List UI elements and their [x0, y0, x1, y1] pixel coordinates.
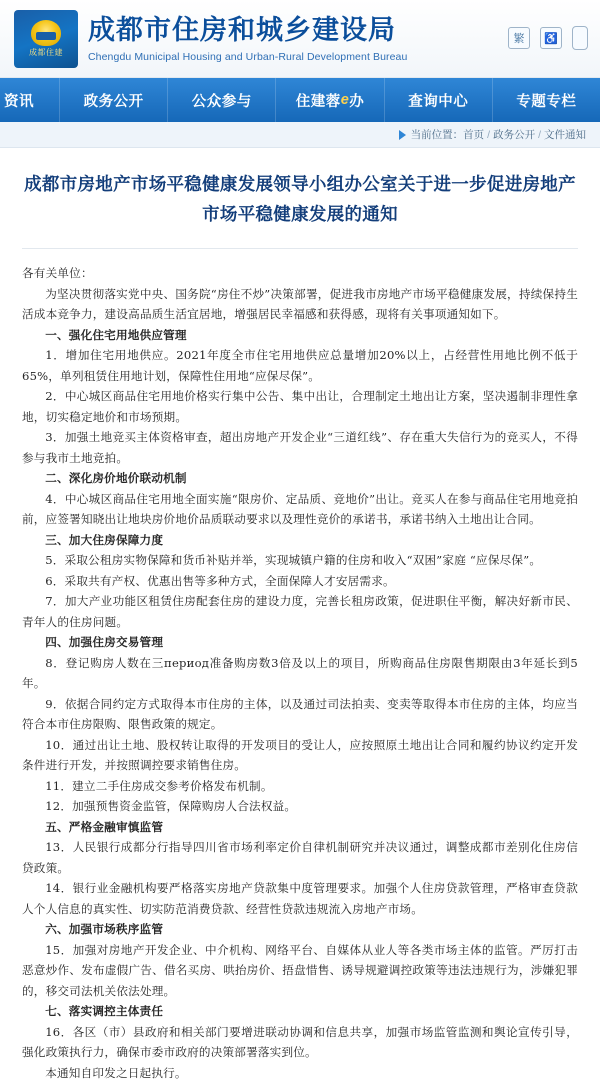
document-paragraph: 2．中心城区商品住宅用地价格实行集中公告、集中出让，合理制定土地出让方案，坚决遏制非理性拿地，切实稳定地价和市场预期。 — [22, 386, 578, 427]
document-paragraph: 15．加强对房地产开发企业、中介机构、网络平台、自媒体从业人等各类市场主体的监管。严厉打击恶意炒作、发布虚假广告、借名买房、哄抬房价、捂盘惜售、诱导规避调控政策等违法违规行为，涉嫌犯罪的，移交司法机关依法处理。 — [22, 940, 578, 1002]
breadcrumb-arrow-icon — [399, 130, 406, 140]
document-paragraph: 9．依据合同约定方式取得本市住房的主体，以及通过司法拍卖、变卖等取得本市住房的主体，均应当符合本市住房限购、限售政策的规定。 — [22, 694, 578, 735]
breadcrumb-item-documents[interactable]: 文件通知 — [544, 127, 586, 142]
breadcrumb-item-government-affairs[interactable]: 政务公开 — [493, 127, 535, 142]
breadcrumb-separator-2: / — [538, 129, 541, 141]
government-emblem-icon — [31, 20, 61, 46]
document-paragraph: 7．加大产业功能区租赁住房配套住房的建设力度，完善长租房政策，促进职住平衡，解决好新市民、青年人的住房问题。 — [22, 591, 578, 632]
site-logo[interactable] — [14, 10, 78, 68]
document-paragraph: 11．建立二手住房成交参考价格发布机制。 — [22, 776, 578, 797]
document-paragraph: 14．银行业金融机构要严格落实房地产贷款集中度管理要求。加强个人住房贷款管理，严格审查贷款人个人信息的真实性、切实防范消费贷款、经营性贷款违规流入房地产市场。 — [22, 878, 578, 919]
page-title: 成都市房地产市场平稳健康发展领导小组办公室关于进一步促进房地产市场平稳健康发展的通知 — [22, 170, 578, 230]
nav-item-online-service-tail: 办 — [349, 90, 364, 111]
document-paragraph: 六、加强市场秩序监管 — [22, 919, 578, 940]
document-paragraph: 4．中心城区商品住宅用地全面实施“限房价、定品质、竞地价”出让。竞买人在参与商品住宅用地竞拍前，应签署知晓出让地块房价地价品质联动要求以及理性竞价的承诺书，承诺书纳入土地出让合同。 — [22, 489, 578, 530]
traditional-chinese-toggle[interactable]: 繁 — [508, 27, 530, 49]
site-title-en: Chengdu Municipal Housing and Urban-Rural Development Bureau — [88, 51, 407, 63]
document-paragraph: 五、严格金融审慎监管 — [22, 817, 578, 838]
document-paragraph: 8．登记购房人数在三период准备购房数3倍及以上的项目，所购商品住房限售期限由3年延长到5年。 — [22, 653, 578, 694]
document-paragraph: 3．加强土地竞买主体资格审查，超出房地产开发企业“三道红线”、存在重大失信行为的竞买人，不得参与我市土地竞拍。 — [22, 427, 578, 468]
document-paragraph: 各有关单位： — [22, 263, 578, 284]
breadcrumb-prefix: 当前位置： — [411, 127, 464, 142]
nav-item-news[interactable]: 资讯 — [0, 78, 60, 122]
header-tools — [508, 26, 588, 50]
nav-item-special-columns[interactable]: 专题专栏 — [493, 78, 600, 122]
document-paragraph: 5．采取公租房实物保障和货币补贴并举，实现城镇户籍的住房和收入“双困”家庭 “应保尽保”。 — [22, 550, 578, 571]
document-paragraph: 16．各区（市）县政府和相关部门要增进联动协调和信息共享，加强市场监管监测和舆论宣传引导，强化政策执行力，确保市委市政府的决策部署落实到位。 — [22, 1022, 578, 1063]
document-paragraph: 二、深化房价地价联动机制 — [22, 468, 578, 489]
breadcrumb — [0, 122, 600, 148]
document-paragraph: 为坚决贯彻落实党中央、国务院“房住不炒”决策部署，促进我市房地产市场平稳健康发展，持续保持生活成本竞争力，建设高品质生活宜居地，增强居民幸福感和获得感，现将有关事项通知如下。 — [22, 284, 578, 325]
breadcrumb-separator: / — [487, 129, 490, 141]
main-nav — [0, 78, 600, 122]
title-divider — [22, 248, 578, 249]
document-paragraph: 四、加强住房交易管理 — [22, 632, 578, 653]
document-paragraph: 本通知自印发之日起执行。 — [22, 1063, 578, 1083]
document-paragraph: 1．增加住宅用地供应。2021年度全市住宅用地供应总量增加20%以上，占经营性用地比例不低于65%，单列租赁住用地计划，保障性住用地“应保尽保”。 — [22, 345, 578, 386]
document-paragraph: 三、加大住房保障力度 — [22, 530, 578, 551]
document-paragraph: 13．人民银行成都分行指导四川省市场利率定价自律机制研究并决议通过，调整成都市差别化住房信贷政策。 — [22, 837, 578, 878]
nav-item-online-service-label: 住建蓉 — [296, 90, 341, 111]
document-paragraph: 12．加强预售资金监管，保障购房人合法权益。 — [22, 796, 578, 817]
nav-item-online-service[interactable] — [276, 78, 384, 122]
mobile-version-icon[interactable] — [572, 26, 588, 50]
document-body — [22, 263, 578, 1083]
nav-item-public-participation[interactable]: 公众参与 — [168, 78, 276, 122]
breadcrumb-item-home[interactable]: 首页 — [463, 127, 484, 142]
nav-item-online-service-accent: e — [341, 92, 350, 108]
document-paragraph: 10．通过出让土地、股权转让取得的开发项目的受让人，应按照原土地出让合同和履约协议约定开发条件进行开发，并按照调控要求销售住房。 — [22, 735, 578, 776]
document-paragraph: 6．采取共有产权、优惠出售等多种方式，全面保障人才安居需求。 — [22, 571, 578, 592]
site-title-cn: 成都市住房和城乡建设局 — [88, 14, 407, 48]
document-paragraph: 七、落实调控主体责任 — [22, 1001, 578, 1022]
accessibility-icon[interactable]: ♿ — [540, 27, 562, 49]
article — [0, 148, 600, 1083]
logo-text: 成都住建 — [29, 48, 63, 58]
nav-item-government-affairs[interactable]: 政务公开 — [60, 78, 168, 122]
nav-item-query-center[interactable]: 查询中心 — [385, 78, 493, 122]
site-title-block — [88, 14, 407, 63]
site-header — [0, 0, 600, 78]
document-paragraph: 一、强化住宅用地供应管理 — [22, 325, 578, 346]
